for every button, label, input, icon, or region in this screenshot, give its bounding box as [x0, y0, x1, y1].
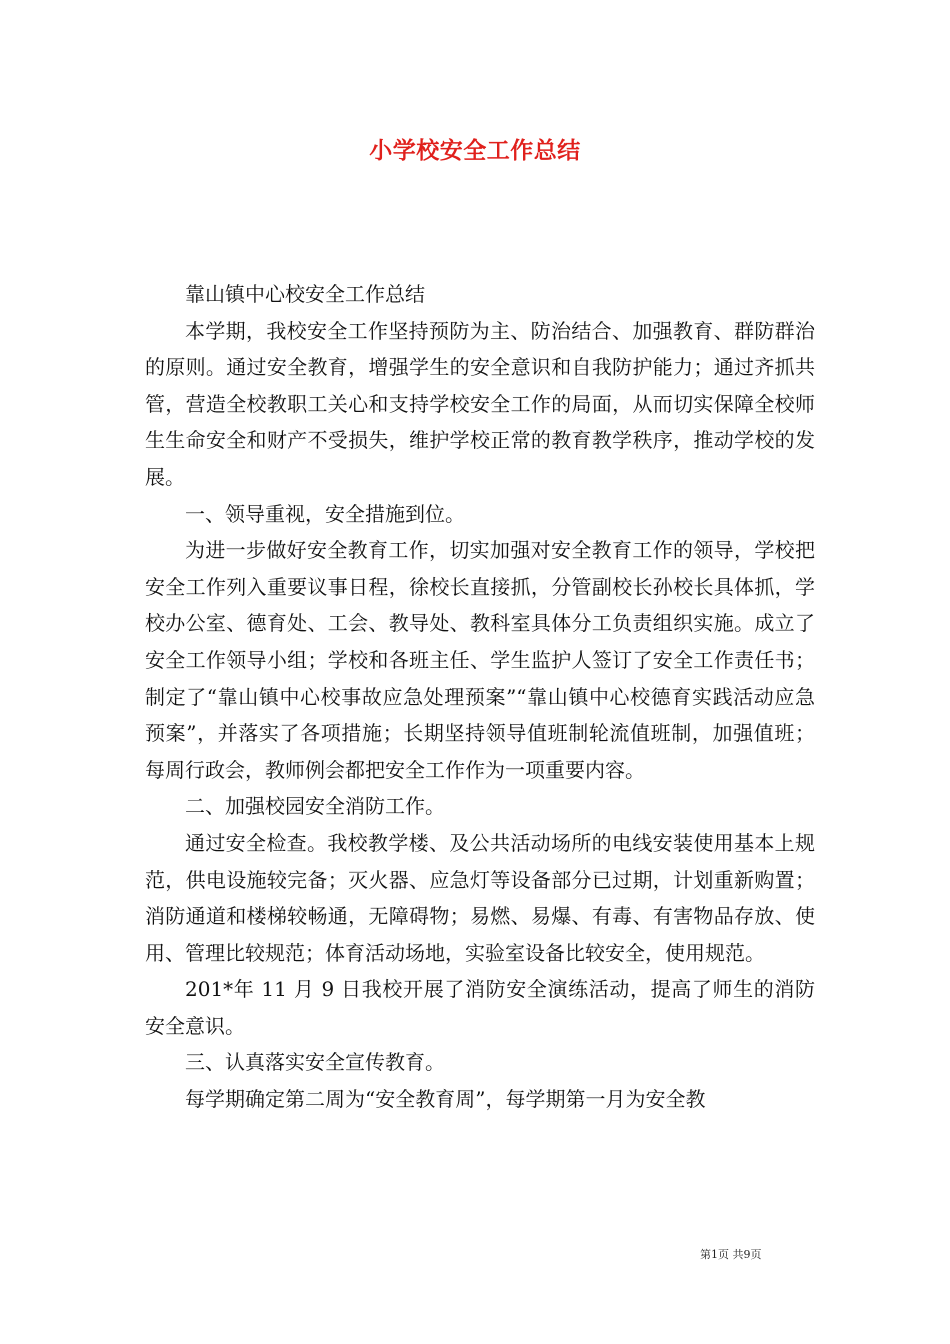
footer-middle: 页 共 [718, 1248, 744, 1261]
paragraph: 本学期，我校安全工作坚持预防为主、防治结合、加强教育、群防群治的原则。通过安全教育，增强学生的安全意识和自我防护能力；通过齐抓共管，营造全校教职工关心和支持学校安全工作的局面，从而切实保障全校师生生命安全和财产不受损失，维护学校正常的教育教学秩序，推动学校的发展。 [145, 318, 815, 489]
footer-prefix: 第 [700, 1248, 711, 1261]
page-title: 小学校安全工作总结 [369, 137, 581, 164]
paragraph: 靠山镇中心校安全工作总结 [185, 282, 425, 306]
section-heading: 三、认真落实安全宣传教育。 [185, 1050, 445, 1075]
footer-suffix: 页 [750, 1248, 762, 1261]
paragraph: 通过安全检查。我校教学楼、及公共活动场所的电线安装使用基本上规范，供电设施较完备；灭火器、应急灯等设备部分已过期，计划重新购置；消防通道和楼梯较畅通，无障碍物；易燃、易爆、有毒、有害物品存放、使用、管理比较规范；体育活动场地，实验室设备比较安全，使用规范。 [145, 830, 815, 965]
document-body [145, 276, 815, 1118]
page-number-footer [700, 1246, 810, 1262]
section-heading: 一、领导重视，安全措施到位。 [185, 501, 465, 526]
current-page-number: 1 [711, 1248, 718, 1261]
total-pages-number: 9 [743, 1248, 751, 1261]
paragraph: 为进一步做好安全教育工作，切实加强对安全教育工作的领导，学校把安全工作列入重要议事日程，徐校长直接抓，分管副校长孙校长具体抓，学校办公室、德育处、工会、教导处、教科室具体分工负责组织实施。成立了安全工作领导小组；学校和各班主任、学生监护人签订了安全工作责任书；制定了“靠山镇中心校事故应急处理预案”“靠山镇中心校德育实践活动应急预案”，并落实了各项措施；长期坚持领导值班制轮流值班制，加强值班；每周行政会，教师例会都把安全工作作为一项重要内容。 [145, 538, 815, 782]
paragraph: 201*年 11 月 9 日我校开展了消防安全演练活动，提高了师生的消防安全意识。 [145, 977, 815, 1038]
paragraph: 每学期确定第二周为“安全教育周”，每学期第一月为安全教 [185, 1087, 706, 1112]
section-heading: 二、加强校园安全消防工作。 [185, 794, 445, 819]
